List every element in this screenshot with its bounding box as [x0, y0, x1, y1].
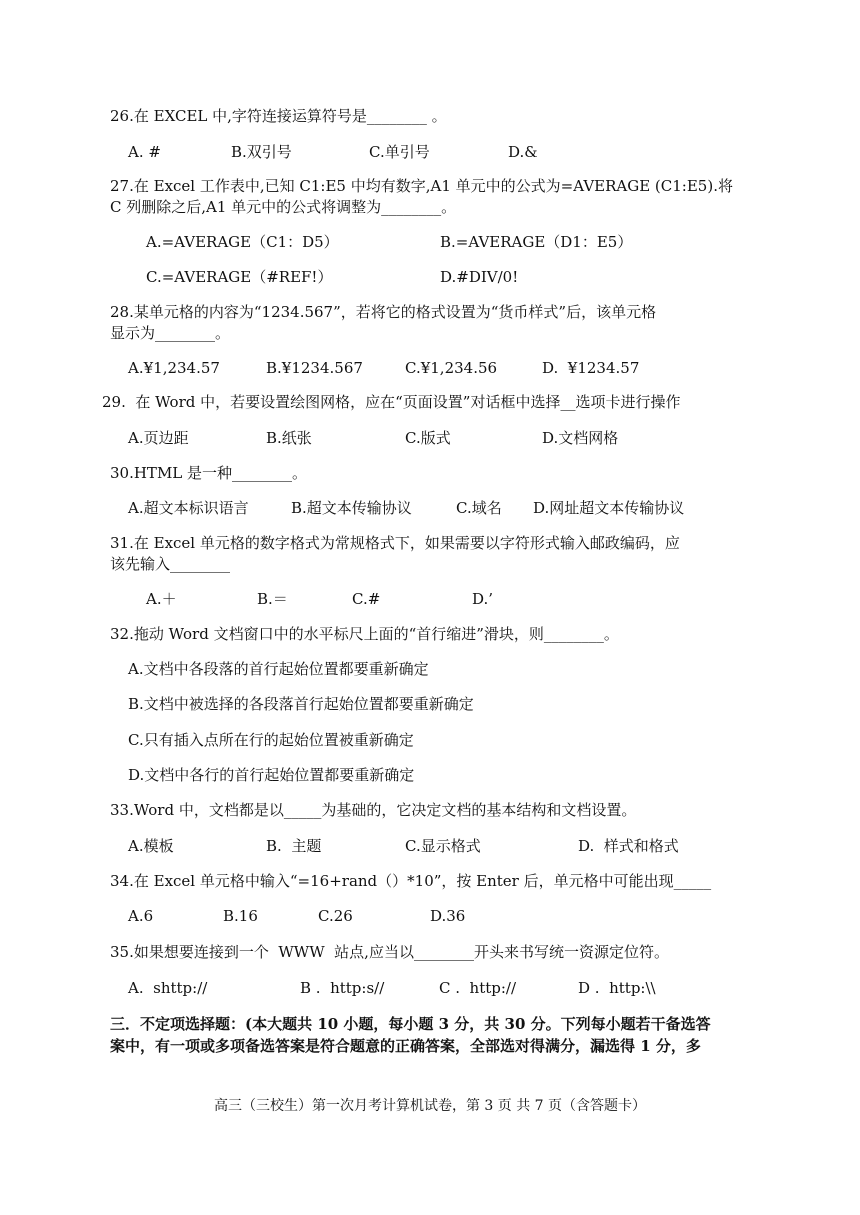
option-d: D.文档网格 — [542, 429, 619, 447]
question-28-stem-line2: 显示为________。 — [110, 324, 231, 342]
option-a: A.页边距 — [128, 429, 189, 447]
option-c: C.26 — [318, 907, 353, 925]
question-30-stem: 30.HTML 是一种________。 — [110, 464, 308, 482]
section-3-instructions-line2: 案中，有一项或多项备选答案是符合题意的正确答案，全部选对得满分，漏选得 1 分，多 — [110, 1037, 701, 1055]
option-b: B.双引号 — [231, 143, 292, 161]
option-a: A.模板 — [128, 837, 174, 855]
option-b: B. 主题 — [266, 837, 322, 855]
option-d: D.#DIV/0! — [440, 268, 519, 286]
option-c: C.# — [352, 590, 381, 608]
question-26-stem: 26.在 EXCEL 中,字符连接运算符号是________ 。 — [110, 107, 447, 125]
question-27-stem-line2: C 列删除之后,A1 单元中的公式将调整为________。 — [110, 198, 457, 216]
option-b: B . http:s// — [300, 979, 385, 997]
question-33-stem: 33.Word 中，文档都是以_____为基础的，它决定文档的基本结构和文档设置。 — [110, 801, 637, 819]
option-d: D. 样式和格式 — [578, 837, 679, 855]
question-32-stem: 32.拖动 Word 文档窗口中的水平标尺上面的“首行缩进”滑块，则________。 — [110, 625, 619, 643]
option-a: A.=AVERAGE（C1：D5） — [146, 233, 339, 251]
option-d: D . http:\\ — [578, 979, 656, 997]
option-a: A.6 — [128, 907, 154, 925]
question-32-option-b: B.文档中被选择的各段落首行起始位置都要重新确定 — [128, 695, 474, 713]
option-d: D.& — [508, 143, 538, 161]
option-a: A.¥1,234.57 — [128, 359, 220, 377]
option-b: B.纸张 — [266, 429, 312, 447]
option-c: C . http:// — [439, 979, 517, 997]
option-d: D.’ — [472, 590, 494, 608]
question-34-stem: 34.在 Excel 单元格中输入“=16+rand（）*10”，按 Enter 后，单元格中可能出现_____ — [110, 872, 712, 890]
option-c: C.=AVERAGE（#REF!） — [146, 268, 333, 286]
question-32-option-c: C.只有插入点所在行的起始位置被重新确定 — [128, 731, 414, 749]
option-a: A. # — [128, 143, 161, 161]
option-c: C.域名 — [456, 499, 502, 517]
option-c: C.¥1,234.56 — [405, 359, 498, 377]
option-b: B.超文本传输协议 — [291, 499, 412, 517]
question-31-stem-line2: 该先输入________ — [110, 555, 231, 573]
question-31-stem-line1: 31.在 Excel 单元格的数字格式为常规格式下，如果需要以字符形式输入邮政编码，应 — [110, 534, 680, 552]
option-a: A. shttp:// — [128, 979, 208, 997]
question-35-stem: 35.如果想要连接到一个 WWW 站点,应当以________开头来书写统一资源定位符。 — [110, 943, 669, 961]
question-28-stem-line1: 28.某单元格的内容为“1234.567”，若将它的格式设置为“货币样式”后，该单元格 — [110, 303, 657, 321]
question-32-option-d: D.文档中各行的首行起始位置都要重新确定 — [128, 766, 415, 784]
question-32-option-a: A.文档中各段落的首行起始位置都要重新确定 — [128, 660, 429, 678]
option-d: D.36 — [430, 907, 466, 925]
option-b: B.＝ — [257, 590, 288, 608]
question-27-stem-line1: 27.在 Excel 工作表中,已知 C1:E5 中均有数字,A1 单元中的公式为=AVERAGE (C1:E5).将 — [110, 177, 733, 195]
option-b: B.=AVERAGE（D1：E5） — [440, 233, 633, 251]
option-b: B.¥1234.567 — [266, 359, 363, 377]
option-b: B.16 — [223, 907, 258, 925]
option-c: C.单引号 — [369, 143, 430, 161]
option-d: D. ¥1234.57 — [542, 359, 640, 377]
option-a: A.＋ — [146, 590, 177, 608]
section-3-instructions-line1: 三．不定项选择题：(本大题共 10 小题，每小题 3 分，共 30 分。下列每小题若干备选答 — [110, 1015, 711, 1033]
question-29-stem: 29. 在 Word 中，若要设置绘图网格，应在“页面设置”对话框中选择__选项卡进行操作 — [102, 393, 681, 411]
option-c: C.版式 — [405, 429, 451, 447]
option-a: A.超文本标识语言 — [128, 499, 249, 517]
option-d: D.网址超文本传输协议 — [533, 499, 685, 517]
page-footer: 高三（三校生）第一次月考计算机试卷，第 3 页 共 7 页（含答题卡） — [213, 1098, 647, 1114]
option-c: C.显示格式 — [405, 837, 481, 855]
